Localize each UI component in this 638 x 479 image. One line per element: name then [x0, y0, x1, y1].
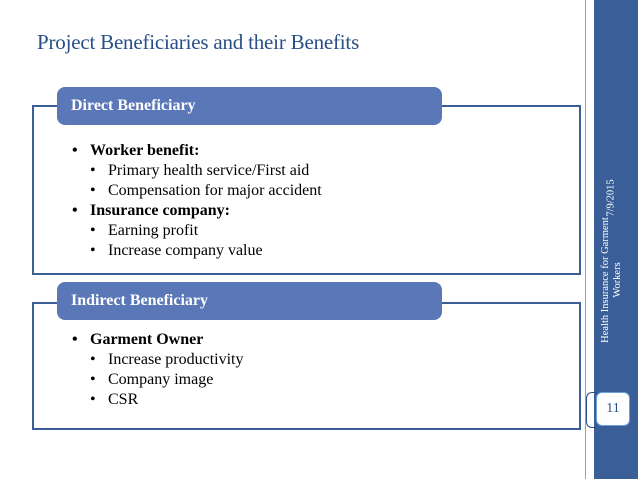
list-item — [72, 370, 244, 390]
bullet: • — [90, 391, 96, 408]
bullet: • — [90, 162, 96, 179]
list-item-text: Increase productivity — [108, 351, 244, 368]
footer-text: Health Insurance for Garment Workers — [600, 217, 623, 343]
bullet: • — [72, 142, 78, 159]
direct-beneficiary-list — [72, 141, 322, 261]
bullet: • — [90, 371, 96, 388]
list-item — [72, 181, 322, 201]
bullet: • — [90, 242, 96, 259]
page-number: 11 — [606, 401, 620, 416]
group-heading-text: Insurance company: — [90, 202, 231, 219]
bullet: • — [90, 222, 96, 239]
bullet: • — [72, 202, 78, 219]
list-item — [72, 390, 244, 410]
list-group-heading — [72, 141, 322, 161]
list-item — [72, 350, 244, 370]
list-item-text: Earning profit — [108, 222, 199, 239]
list-item — [72, 221, 322, 241]
bullet: • — [90, 182, 96, 199]
slide-footer — [599, 200, 625, 360]
group-heading-text: Garment Owner — [90, 331, 204, 348]
list-item — [72, 161, 322, 181]
list-item-text: Increase company value — [108, 242, 263, 259]
slide-title: Project Beneficiaries and their Benefits — [37, 30, 360, 54]
list-group-heading — [72, 330, 244, 350]
list-item-text: Company image — [108, 371, 214, 388]
list-item-text: Compensation for major accident — [108, 182, 322, 199]
list-item-text: Primary health service/First aid — [108, 162, 310, 179]
list-item — [72, 241, 322, 261]
list-item-text: CSR — [108, 391, 139, 408]
list-group-heading — [72, 201, 322, 221]
date-text: 7/9/2015 — [605, 179, 617, 217]
indirect-beneficiary-list — [72, 330, 244, 410]
direct-beneficiary-header: Direct Beneficiary — [57, 87, 442, 125]
group-heading-text: Worker benefit: — [90, 142, 200, 159]
bullet: • — [72, 331, 78, 348]
indirect-beneficiary-header: Indirect Beneficiary — [57, 282, 442, 320]
bullet: • — [90, 351, 96, 368]
